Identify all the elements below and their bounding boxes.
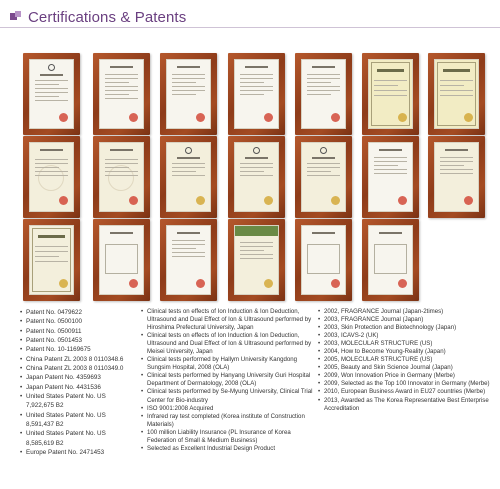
- certificate-frame: [362, 53, 419, 135]
- list-item: • Patent No. 0479622: [20, 308, 130, 317]
- list-item: • 2005, Beauty and Skin Science Journal (Japan): [318, 364, 498, 372]
- list-item: • 2003, FRAGRANCE Journal (Japan): [318, 316, 498, 324]
- certificate-frame: [23, 53, 80, 135]
- list-item: • Clinical tests on effects of Ion Induction & Ion Deduction, Ultrasound and Dual Effect of Ion & Ultrasound performed by Meisei University, Japan: [141, 332, 316, 356]
- list-item: • 2010, European Business Award in EU27 countries (Merbe): [318, 388, 498, 396]
- list-item: • Clinical tests on effects of Ion Induction & Ion Deduction, Ultrasound and Dual Effect of Ion & Ultrasound performed by Hiroshima Prefectural University, Japan: [141, 308, 316, 332]
- certificate-frame: [93, 136, 150, 218]
- list-item: • 2005, MOLECULAR STRUCTURE (US): [318, 356, 498, 364]
- certification-lists: [0, 308, 500, 489]
- list-item: • United States Patent No. US 8,591,437 B2: [20, 411, 130, 430]
- list-item: • ISO 9001:2008 Acquired: [141, 405, 316, 413]
- list-item: • Selected as Excellent Industrial Design Product: [141, 445, 316, 453]
- list-item: • 2002, FRAGRANCE Journal (Japan-2times): [318, 308, 498, 316]
- patent-list: [20, 308, 130, 458]
- list-item: • 2003, ICAVS-2 (UK): [318, 332, 498, 340]
- certificate-frame: [295, 219, 352, 301]
- list-item: • Japan Patent No. 4359693: [20, 373, 130, 382]
- certificate-frame: [228, 53, 285, 135]
- list-item: • Japan Patent No. 4431536: [20, 383, 130, 392]
- list-item: • Clinical tests performed by Hanyang University Guri Hospital Department of Dermatology, 2008 (OLA): [141, 372, 316, 388]
- list-item: • China Patent ZL 2003 8 0110349.0: [20, 364, 130, 373]
- certificate-frame: [23, 136, 80, 218]
- list-item: • 2004, How to Become Young-Reality (Japan): [318, 348, 498, 356]
- list-item: • Patent No. 0500911: [20, 327, 130, 336]
- certificate-frame: [93, 53, 150, 135]
- list-item: • 2013, Awarded as The Korea Representative Best Enterprise Accreditation: [318, 397, 498, 413]
- certificate-frame: [228, 219, 285, 301]
- certificate-frame: [160, 219, 217, 301]
- list-item: • United States Patent No. US 8,585,619 B2: [20, 429, 130, 448]
- certificate-frame: [93, 219, 150, 301]
- list-item: • 2009, Selected as the Top 100 Innovator in Germany (Merbe): [318, 380, 498, 388]
- list-item: • Europe Patent No. 2471453: [20, 448, 130, 457]
- awards-list: [318, 308, 498, 413]
- list-item: • Patent No. 10-1169675: [20, 345, 130, 354]
- list-item: • United States Patent No. US 7,922,675 B2: [20, 392, 130, 411]
- list-item: • Clinical tests performed by Se-Myung University, Clinical Trial Center for Bio-industry: [141, 388, 316, 404]
- certificate-frame: [295, 53, 352, 135]
- section-title: Certifications & Patents: [28, 8, 187, 26]
- list-item: • China Patent ZL 2003 8 0110348.6: [20, 355, 130, 364]
- certificate-frame: [362, 219, 419, 301]
- certificate-frame: [160, 136, 217, 218]
- certificate-frame: [428, 53, 485, 135]
- list-item: • Clinical tests performed by Hallym University Kangdong Sungsim Hospital, 2008 (OLA): [141, 356, 316, 372]
- list-item: • 2009, Won Innovation Price in Germany (Merbe): [318, 372, 498, 380]
- list-item: • 2003, MOLECULAR STRUCTURE (US): [318, 340, 498, 348]
- list-item: • Patent No. 0501453: [20, 336, 130, 345]
- clinical-tests-list: [141, 308, 316, 453]
- list-item: • Patent No. 0500100: [20, 317, 130, 326]
- certificate-frame: [295, 136, 352, 218]
- certificate-frame: [160, 53, 217, 135]
- certificate-frame: [23, 219, 80, 301]
- list-item: • 2003, Skin Protection and Biotechnology (Japan): [318, 324, 498, 332]
- certificate-frame: [362, 136, 419, 218]
- list-item: • 100 million Liability Insurance (PL Insurance of Korea Federation of Small & Medium Business): [141, 429, 316, 445]
- certificate-frame: [428, 136, 485, 218]
- list-item: • Infrared ray test completed (Korea institute of Construction Materials): [141, 413, 316, 429]
- certificate-frame: [228, 136, 285, 218]
